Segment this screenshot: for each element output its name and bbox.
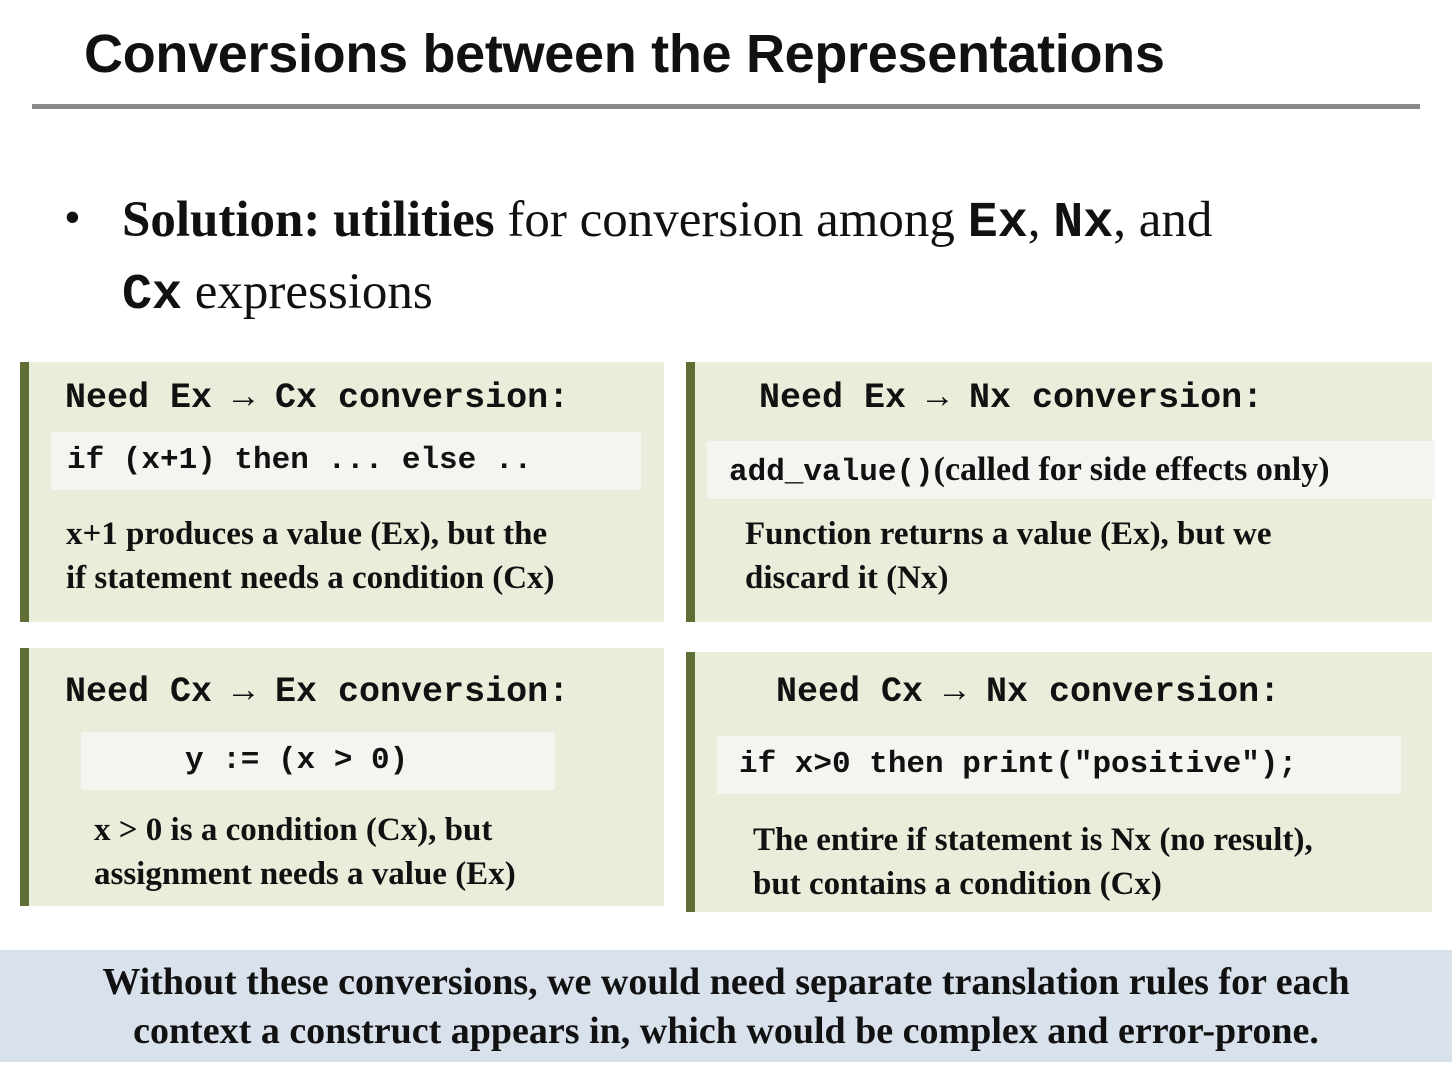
footer-line: Without these conversions, we would need separate translation rules for each — [102, 961, 1350, 1003]
card-description — [66, 512, 555, 600]
footer-line: context a construct appears in, which would be complex and error-prone. — [133, 1010, 1319, 1052]
description-line: but contains a condition (Cx) — [753, 866, 1162, 902]
code-note: (called for side effects only) — [933, 451, 1330, 488]
term-ex: Ex — [967, 195, 1028, 252]
term-cx: Cx — [122, 267, 183, 324]
bullet-text-1: for conversion among — [494, 192, 968, 248]
title-divider — [32, 104, 1420, 109]
description-line: assignment needs a value (Ex) — [94, 856, 516, 892]
page-title: Conversions between the Representations — [84, 24, 1165, 84]
card-ex-to-nx — [686, 362, 1432, 622]
card-heading: Need Cx → Nx conversion: — [776, 672, 1281, 712]
code-example: y := (x > 0) — [81, 732, 555, 790]
bullet-sep-1: , — [1027, 192, 1054, 248]
card-heading: Need Ex → Nx conversion: — [759, 378, 1264, 418]
card-cx-to-ex — [20, 648, 664, 906]
code-example: if x>0 then print("positive"); — [717, 736, 1401, 794]
description-line: Function returns a value (Ex), but we — [745, 516, 1272, 552]
bullet-sep-2: , and — [1113, 192, 1213, 248]
card-description — [94, 808, 516, 896]
code-example: if (x+1) then ... else .. — [51, 432, 641, 490]
description-line: x+1 produces a value (Ex), but the — [66, 516, 548, 552]
description-line: x > 0 is a condition (Cx), but — [94, 812, 493, 848]
card-heading: Need Ex → Cx conversion: — [65, 378, 570, 418]
description-line: if statement needs a condition (Cx) — [66, 560, 555, 596]
card-heading: Need Cx → Ex conversion: — [65, 672, 570, 712]
card-cx-to-nx — [686, 652, 1432, 912]
bullet-marker: • — [64, 191, 81, 244]
bullet-text-2: expressions — [182, 264, 433, 320]
code-example — [707, 441, 1435, 499]
description-line: discard it (Nx) — [745, 560, 949, 596]
bullet-point — [122, 186, 1412, 330]
card-description — [745, 512, 1272, 600]
description-line: The entire if statement is Nx (no result), — [753, 822, 1313, 858]
code-text: add_value() — [729, 455, 934, 490]
card-ex-to-cx — [20, 362, 664, 622]
term-nx: Nx — [1053, 195, 1114, 252]
card-description — [753, 818, 1313, 906]
bullet-lead: Solution: utilities — [122, 192, 495, 248]
footer-note — [0, 950, 1452, 1062]
